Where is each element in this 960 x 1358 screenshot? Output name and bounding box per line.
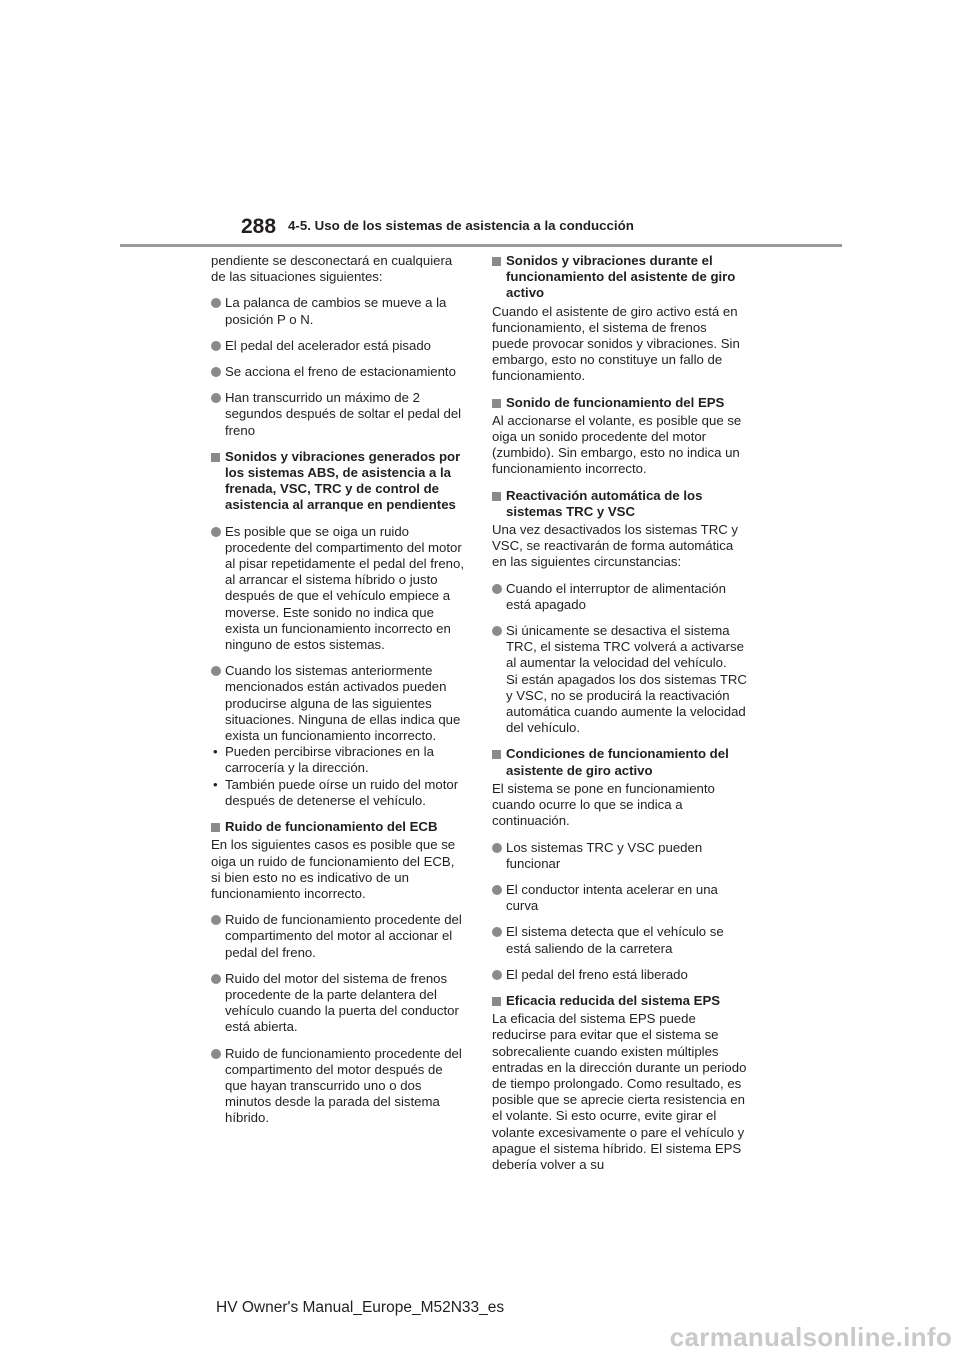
list-item: El sistema detecta que el vehículo se está saliendo de la carretera xyxy=(492,924,747,956)
list-item: Es posible que se oiga un ruido procedente del compartimento del motor al pisar repetidamente el pedal del freno, al arrancar el sistema híbrido o justo después de que el vehículo empiece a moverse. Este sonido no indica que exista un funcionamiento incorrecto en ninguno de estos sistemas. xyxy=(211,524,466,654)
bullet-circle-icon xyxy=(492,626,502,636)
list-item: La palanca de cambios se mueve a la posición P o N. xyxy=(211,295,466,327)
section-heading: Condiciones de funcionamiento del asistente de giro activo xyxy=(492,746,747,778)
bullet-circle-icon xyxy=(211,1049,221,1059)
bullet-circle-icon xyxy=(211,527,221,537)
sub-list xyxy=(211,744,466,809)
list-item: El pedal del freno está liberado xyxy=(492,967,747,983)
section-heading: Ruido de funcionamiento del ECB xyxy=(211,819,466,835)
section-title: 4-5. Uso de los sistemas de asistencia a la conducción xyxy=(288,218,634,233)
bullet-circle-icon xyxy=(211,367,221,377)
bullet-circle-icon xyxy=(492,843,502,853)
square-bullet-icon xyxy=(492,997,501,1006)
square-bullet-icon xyxy=(492,257,501,266)
bullet-circle-icon xyxy=(211,341,221,351)
square-bullet-icon xyxy=(492,492,501,501)
bullet-circle-icon xyxy=(211,666,221,676)
section-text: Una vez desactivados los sistemas TRC y VSC, se reactivarán de forma automática en las siguientes circunstancias: xyxy=(492,522,739,570)
right-column xyxy=(492,253,747,1183)
sub-list-item: • También puede oírse un ruido del motor después de detenerse el vehículo. xyxy=(213,776,459,808)
list-item: El pedal del acelerador está pisado xyxy=(211,338,466,354)
section-heading: Sonidos y vibraciones generados por los sistemas ABS, de asistencia a la frenada, VSC, TRC y de control de asistencia al arranque en pendientes xyxy=(211,449,466,514)
section-text: En los siguientes casos es posible que se oiga un ruido de funcionamiento del ECB, si bien esto no es indicativo de un funcionamiento incorrecto. xyxy=(211,837,456,901)
bullet-circle-icon xyxy=(492,927,502,937)
page-number: 288 xyxy=(241,215,277,238)
square-bullet-icon xyxy=(492,399,501,408)
watermark[interactable]: carmanualsonline.info xyxy=(669,1322,952,1352)
list-item: Cuando los sistemas anteriormente mencionados están activados pueden producirse alguna de las siguientes situaciones. Ninguna de ellas indica que exista un funcionamiento incorrecto. xyxy=(211,663,466,744)
manual-footer: HV Owner's Manual_Europe_M52N33_es xyxy=(216,1299,505,1316)
list-item: Cuando el interruptor de alimentación está apagado xyxy=(492,581,747,613)
bullet-circle-icon xyxy=(492,885,502,895)
list-item: Se acciona el freno de estacionamiento xyxy=(211,364,466,380)
sub-list-item: • Pueden percibirse vibraciones en la carrocería y la dirección. xyxy=(213,744,434,776)
section-text: Cuando el asistente de giro activo está en funcionamiento, el sistema de frenos puede provocar sonidos y vibraciones. Sin embargo, esto no constituye un fallo de funcionamiento. xyxy=(492,303,740,384)
list-item: Ruido de funcionamiento procedente del compartimento del motor después de que hayan transcurrido uno o dos minutos desde la parada del sistema híbrido. xyxy=(211,1046,466,1127)
bullet-circle-icon xyxy=(211,298,221,308)
bullet-circle-icon xyxy=(211,974,221,984)
section-text: La eficacia del sistema EPS puede reducirse para evitar que el sistema se sobrecaliente cuando existen múltiples entradas en la dirección durante un periodo de tiempo prolongado. Como resultado, es posible que se aprecie cierta resistencia en el volante. Si esto ocurre, evite girar el volante excesivamente o pare el vehículo y apague el sistema híbrido. El sistema EPS debería volver a su xyxy=(492,1011,747,1172)
section-heading: Eficacia reducida del sistema EPS xyxy=(492,993,747,1009)
intro-paragraph: pendiente se desconectará en cualquiera de las situaciones siguientes: xyxy=(211,253,453,285)
bullet-circle-icon xyxy=(211,393,221,403)
list-item: Los sistemas TRC y VSC pueden funcionar xyxy=(492,840,747,872)
section-heading: Sonido de funcionamiento del EPS xyxy=(492,395,747,411)
bullet-circle-icon xyxy=(492,584,502,594)
header-divider xyxy=(120,244,842,247)
list-item: El conductor intenta acelerar en una curva xyxy=(492,882,747,914)
square-bullet-icon xyxy=(211,823,220,832)
square-bullet-icon xyxy=(211,453,220,462)
list-item: Han transcurrido un máximo de 2 segundos después de soltar el pedal del freno xyxy=(211,390,466,439)
section-heading: Sonidos y vibraciones durante el funcionamiento del asistente de giro activo xyxy=(492,253,747,302)
list-item: Ruido de funcionamiento procedente del compartimento del motor al accionar el pedal del freno. xyxy=(211,912,466,961)
section-heading: Reactivación automática de los sistemas TRC y VSC xyxy=(492,488,747,520)
list-item: Si únicamente se desactiva el sistema TRC, el sistema TRC volverá a activarse al aumentar la velocidad del vehículo. Si están apagados los dos sistemas TRC y VSC, no se producirá la reactivación automática cuando aumente la velocidad del vehículo. xyxy=(492,623,747,736)
bullet-circle-icon xyxy=(211,915,221,925)
square-bullet-icon xyxy=(492,750,501,759)
left-column xyxy=(211,253,466,1137)
list-item: Ruido del motor del sistema de frenos procedente de la parte delantera del vehículo cuando la puerta del conductor está abierta. xyxy=(211,971,466,1036)
section-text: El sistema se pone en funcionamiento cuando ocurre lo que se indica a continuación. xyxy=(492,780,715,829)
bullet-circle-icon xyxy=(492,970,502,980)
section-text: Al accionarse el volante, es posible que se oiga un sonido procedente del motor (zumbido). Sin embargo, esto no indica un funcionamiento incorrecto. xyxy=(492,412,742,477)
